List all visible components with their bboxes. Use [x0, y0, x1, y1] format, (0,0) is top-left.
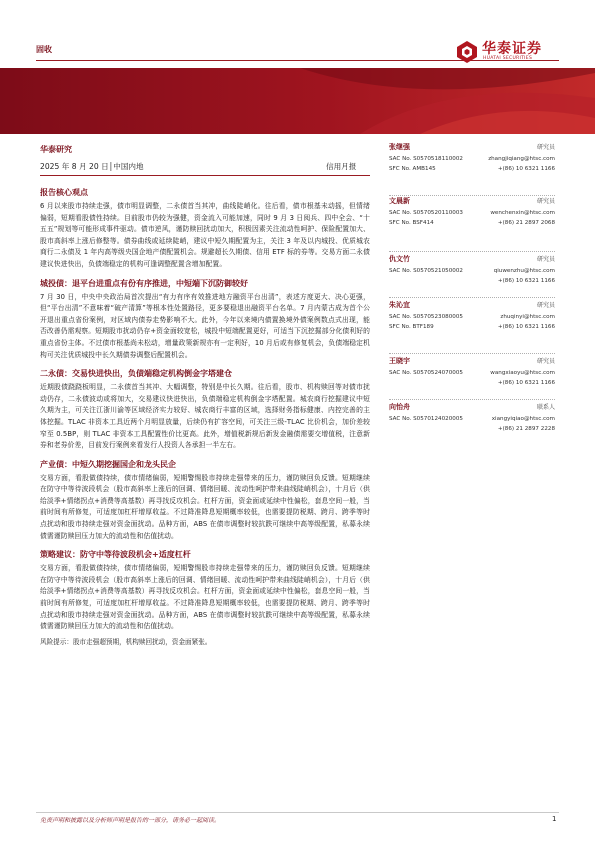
- analyst-role: 研究员: [536, 198, 555, 205]
- section-title: 城投债：退平台进重点有份有序推进，中短端下沉防御较好: [40, 278, 248, 288]
- analyst-card: [389, 195, 555, 251]
- analyst-phone: +(86) 10 6321 1166: [497, 380, 555, 386]
- analyst-email[interactable]: qiuwenzhu@htsc.com: [493, 268, 555, 274]
- logo-text-cn: 华泰证券: [482, 41, 542, 57]
- footer-divider: [36, 812, 559, 813]
- analyst-role: 联系人: [536, 404, 555, 411]
- risk-warning: 风险提示：股市走强超预期，机构赎回扰动，资金面紧张。: [40, 637, 212, 646]
- analyst-email[interactable]: wangxiaoyu@htsc.com: [490, 370, 555, 376]
- analyst-name: 朱沁宜: [389, 301, 410, 309]
- analyst-card: [389, 353, 555, 399]
- analyst-sac: SAC No. S0570520110003: [389, 210, 463, 216]
- analyst-name: 仇文竹: [389, 255, 410, 263]
- report-category: 固收: [36, 45, 52, 54]
- analyst-phone: +(86) 21 2897 2068: [497, 220, 555, 226]
- banner-background: [0, 68, 595, 134]
- analyst-sfc: SFC No. BTF189: [389, 324, 434, 330]
- page-number: 1: [552, 815, 557, 823]
- section-title: 报告核心观点: [40, 188, 88, 197]
- analyst-email[interactable]: xiangyiqiao@htsc.com: [491, 416, 555, 422]
- analyst-role: 研究员: [536, 256, 555, 263]
- analyst-name: 王晓宇: [389, 357, 410, 365]
- analyst-role: 研究员: [536, 144, 555, 151]
- analyst-card: [389, 140, 555, 195]
- huatai-logo: [456, 38, 566, 68]
- report-date: 2025 年 8 月 20 日│中国内地: [40, 162, 144, 171]
- analyst-sac: SAC No. S0570124020005: [389, 416, 463, 422]
- section-paragraph: 交易方面，看股做债持续，债市情绪偏弱，短期警惕股市持续走强带来的压力，谨防赎回负反馈。短期继续在防守中等待波段机会（股市高斜率上涨后的回调、情绪回暖、流动性呵护带来曲线陡峭机会），十月后（供给淡季+情绪拐点+消费等高基数）再寻找反攻机会。杠杆方面，资金面或延续中性偏松，套息空间一般，当前时间有所修复，可适度加杠杆增厚收益。不过降准降息短期概率较低，也需要提防税期、跨月、跨季等时点扰动和股市持续走强对资金面扰动。品种方面，ABS 在债市调整时较抗跌可继续中高等级配置，私募永续债需谨防赎回压力加大的流动性和估值扰动。: [40, 473, 370, 540]
- section-paragraph: 7 月 30 日，中央中央政治局首次提出“有力有序有效推进地方融资平台出清”，表述方度更大、决心更强，但“平台出清”不意味着“破产清算”等根本性处置路径，更多要稳退出融资平台名单。7 月内蒙古成为首个公开退出重点省份案例，对区域内债券走势影响不大。此外，今年以来境内债置换境外债案例数点式出现，能否改善仍需观察。短期股市扰动仍存+资金面较宽松，城投中短端配置更好，可适当下沉挖掘部分化债利好的重点省份主体。不过债市根基尚未松动，增量政策新规亦有一定利好，10 月后或有修复机会，负债端稳定机构可关注优质城投中长久期债券调整后配置机会。: [40, 292, 370, 359]
- analyst-email[interactable]: zhangjiqiang@htsc.com: [488, 156, 555, 162]
- section-industry: [40, 458, 370, 543]
- section-paragraph: 近期股债跷跷板明显，二永债首当其冲、大幅调整，特别是中长久期。往后看，股市、机构赎回等对债市扰动仍存，二永债波动或将加大，交易建议快进快出，负债端稳定机构倒金字塔配置。城农商行挖掘建议中短久期为主，可关注江浙川渝等区域经济实力较好、城农商行丰富的区域，选择财务指标健康、内控完善的主体挖掘。TLAC 非资本工具近两个月明显放量，后续仍有扩容空间，可关注三级-TLAC 比价机会，加价差较窄至 0.5BP，则 TLAC 非资本工具配置性价比更高。此外，增值税新规后新发金融债需要交增值税，注意新券和老券价差，目前发行案例来看发行人投资人各承担一半左右。: [40, 383, 370, 450]
- research-org: 华泰研究: [40, 145, 72, 154]
- analyst-sfc: SFC No. AMB145: [389, 166, 436, 172]
- analyst-phone: +(86) 21 2897 2228: [497, 426, 555, 432]
- page-title: 偏弱情绪下中短端信用占优: [40, 27, 233, 45]
- title-banner: [0, 68, 595, 134]
- section-chengtou: [40, 277, 370, 362]
- analyst-sac: SAC No. S0570518110002: [389, 156, 463, 162]
- analyst-sfc: SFC No. BSF414: [389, 220, 434, 226]
- logo-mark-icon: [456, 40, 478, 64]
- analyst-email[interactable]: wenchenxin@htsc.com: [490, 210, 555, 216]
- analyst-role: 研究员: [536, 358, 555, 365]
- section-title: 策略建议：防守中等待波段机会+适度杠杆: [40, 550, 191, 560]
- analyst-card: [389, 297, 555, 353]
- analyst-sac: SAC No. S0570524070005: [389, 370, 463, 376]
- analyst-name: 张继强: [389, 143, 410, 151]
- analyst-name: 向怡舟: [389, 403, 410, 411]
- disclaimer-note: 免责声明和披露以及分析师声明是报告的一部分，请务必一起阅读。: [40, 817, 221, 824]
- analyst-email[interactable]: zhuqinyi@htsc.com: [500, 314, 555, 320]
- analyst-sac: SAC No. S0570523080005: [389, 314, 463, 320]
- section-title: 二永债：交易快进快出，负债端稳定机构倒金字塔建仓: [40, 369, 232, 379]
- section-core-views: [40, 186, 370, 271]
- section-paragraph: 6 月以来股市持续走强，债市明显调整，二永债首当其冲，曲线陡峭化。往后看，债市根基未动摇，但情绪偏弱，短期看股债性持续。目前股市仍较为强健，资金流入可能加速，同时 9 月 3 日阅兵、四中全会、“十五五”规划等可能形成事件驱动。债市逆风，谨防赎回扰动加大，积极因素关注流动性呵护、保险配置加大、股市高斜率上涨后修整等。债券曲线或延续陡峭，建议中短久期配置为主，关注 3 年及以内城投、优质城农商行二永债及 1 年内高等级央国企地产债配置机会。规避超长久期债、信用 ETF 标的券等。交易方面二永债建议快进快出，负债端稳定的机构可逢调整配置含增加配置。: [40, 202, 370, 268]
- analyst-card: [389, 399, 555, 445]
- logo-text-en: HUATAI SECURITIES: [483, 56, 533, 61]
- analyst-phone: +(86) 10 6321 1166: [497, 166, 555, 172]
- analyst-sac: SAC No. S0570521050002: [389, 268, 463, 274]
- header-divider: [40, 175, 370, 176]
- section-eryong: [40, 367, 370, 452]
- analyst-name: 文晨新: [389, 197, 410, 205]
- report-type: 信用月报: [326, 162, 357, 171]
- analyst-role: 研究员: [536, 302, 555, 309]
- section-title: 产业债：中短久期挖掘国企和龙头民企: [40, 459, 176, 469]
- analyst-card: [389, 251, 555, 297]
- analyst-phone: +(86) 10 6321 1166: [497, 278, 555, 284]
- analyst-phone: +(86) 10 6321 1166: [497, 324, 555, 330]
- main-content: [40, 180, 370, 648]
- analyst-sidebar: [389, 140, 555, 445]
- section-paragraph: 交易方面，看股做债持续，债市情绪偏弱，短期警惕股市持续走强带来的压力，谨防赎回负反馈。短期继续在防守中等待波段机会（股市高斜率上涨后的回调、情绪回暖、流动性呵护带来曲线陡峭机会），十月后（供给淡季+情绪拐点+消费等高基数）再寻找反攻机会。杠杆方面，资金面或延续中性偏松，套息空间一般，当前时间有所修复，可适度加杠杆增厚收益。不过降准降息短期概率较低，也需要提防税期、跨月、跨季等时点扰动和股市持续走强对资金面扰动。品种方面，ABS 在债市调整时较抗跌可继续中高等级配置，私募永续债需谨防赎回压力加大的流动性和估值扰动。: [40, 564, 370, 631]
- section-strategy: [40, 548, 370, 633]
